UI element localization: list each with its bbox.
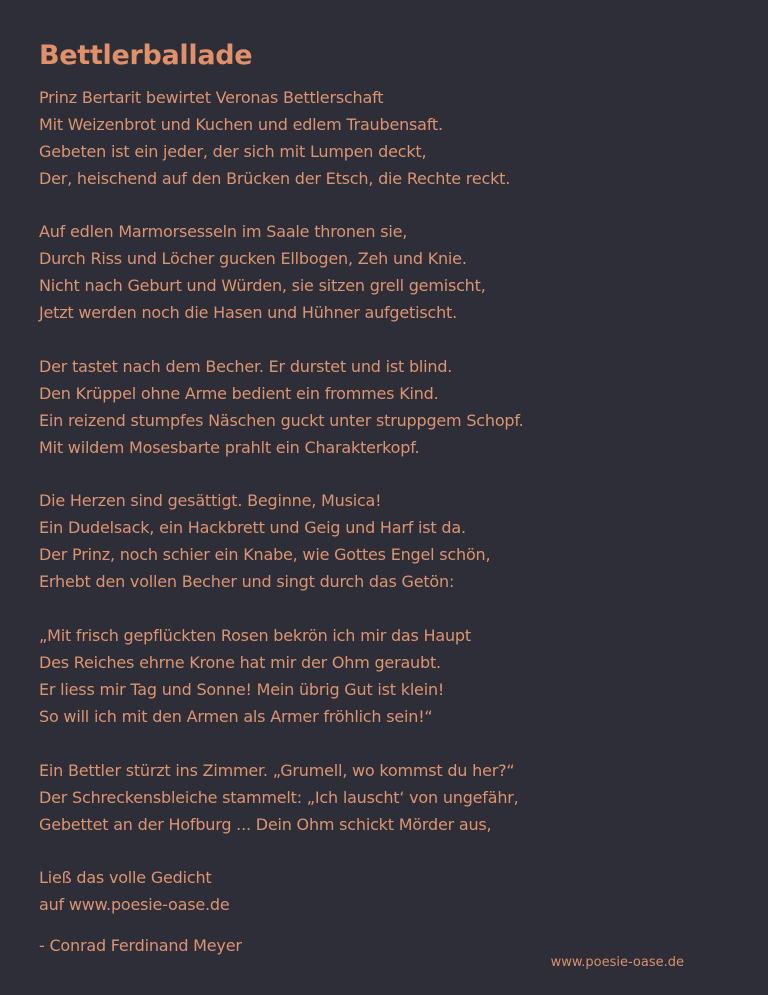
poem-author: - Conrad Ferdinand Meyer [39, 936, 242, 955]
poem-line: Gebettet an der Hofburg ... Dein Ohm schickt Mörder aus, [39, 815, 492, 834]
site-watermark: www.poesie-oase.de [550, 955, 684, 970]
read-more-link[interactable]: auf www.poesie-oase.de [39, 895, 230, 914]
poem-line: Durch Riss und Löcher gucken Ellbogen, Zeh und Knie. [39, 249, 467, 268]
read-more-note [39, 864, 229, 918]
poem-line: Erhebt den vollen Becher und singt durch das Getön: [39, 572, 455, 591]
poem-line: Er liess mir Tag und Sonne! Mein übrig Gut ist klein! [39, 680, 445, 699]
poem-line: Auf edlen Marmorsesseln im Saale thronen sie, [39, 222, 408, 241]
stanza-4 [39, 487, 490, 595]
poem-line: Gebeten ist ein jeder, der sich mit Lumpen deckt, [39, 142, 427, 161]
poem-line: Die Herzen sind gesättigt. Beginne, Musica! [39, 491, 382, 510]
poem-line: Nicht nach Geburt und Würden, sie sitzen grell gemischt, [39, 276, 486, 295]
stanza-6 [39, 757, 519, 838]
poem-line: Ein reizend stumpfes Näschen guckt unter struppgem Schopf. [39, 411, 524, 430]
poem-line: Der Prinz, noch schier ein Knabe, wie Gottes Engel schön, [39, 545, 491, 564]
poem-line: Des Reiches ehrne Krone hat mir der Ohm geraubt. [39, 653, 441, 672]
poem-line: Der tastet nach dem Becher. Er durstet und ist blind. [39, 357, 453, 376]
poem-line: Prinz Bertarit bewirtet Veronas Bettlerschaft [39, 88, 384, 107]
poem-title: Bettlerballade [39, 40, 253, 71]
poem-line: Der Schreckensbleiche stammelt: „Ich lauscht‘ von ungefähr, [39, 788, 519, 807]
poem-line: Jetzt werden noch die Hasen und Hühner aufgetischt. [39, 303, 457, 322]
stanza-3 [39, 353, 524, 461]
read-more-line: Ließ das volle Gedicht [39, 868, 212, 887]
stanza-1 [39, 84, 510, 192]
poem-line: Der, heischend auf den Brücken der Etsch, die Rechte reckt. [39, 169, 511, 188]
stanza-2 [39, 218, 486, 326]
poem-line: „Mit frisch gepflückten Rosen bekrön ich mir das Haupt [39, 626, 471, 645]
poem-line: So will ich mit den Armen als Armer fröhlich sein!“ [39, 707, 433, 726]
poem-line: Mit Weizenbrot und Kuchen und edlem Traubensaft. [39, 115, 443, 134]
poem-line: Mit wildem Mosesbarte prahlt ein Charakterkopf. [39, 438, 420, 457]
poem-line: Ein Bettler stürzt ins Zimmer. „Grumell, wo kommst du her?“ [39, 761, 515, 780]
poem-line: Den Krüppel ohne Arme bedient ein frommes Kind. [39, 384, 439, 403]
poem-line: Ein Dudelsack, ein Hackbrett und Geig und Harf ist da. [39, 518, 466, 537]
stanza-5 [39, 622, 471, 730]
